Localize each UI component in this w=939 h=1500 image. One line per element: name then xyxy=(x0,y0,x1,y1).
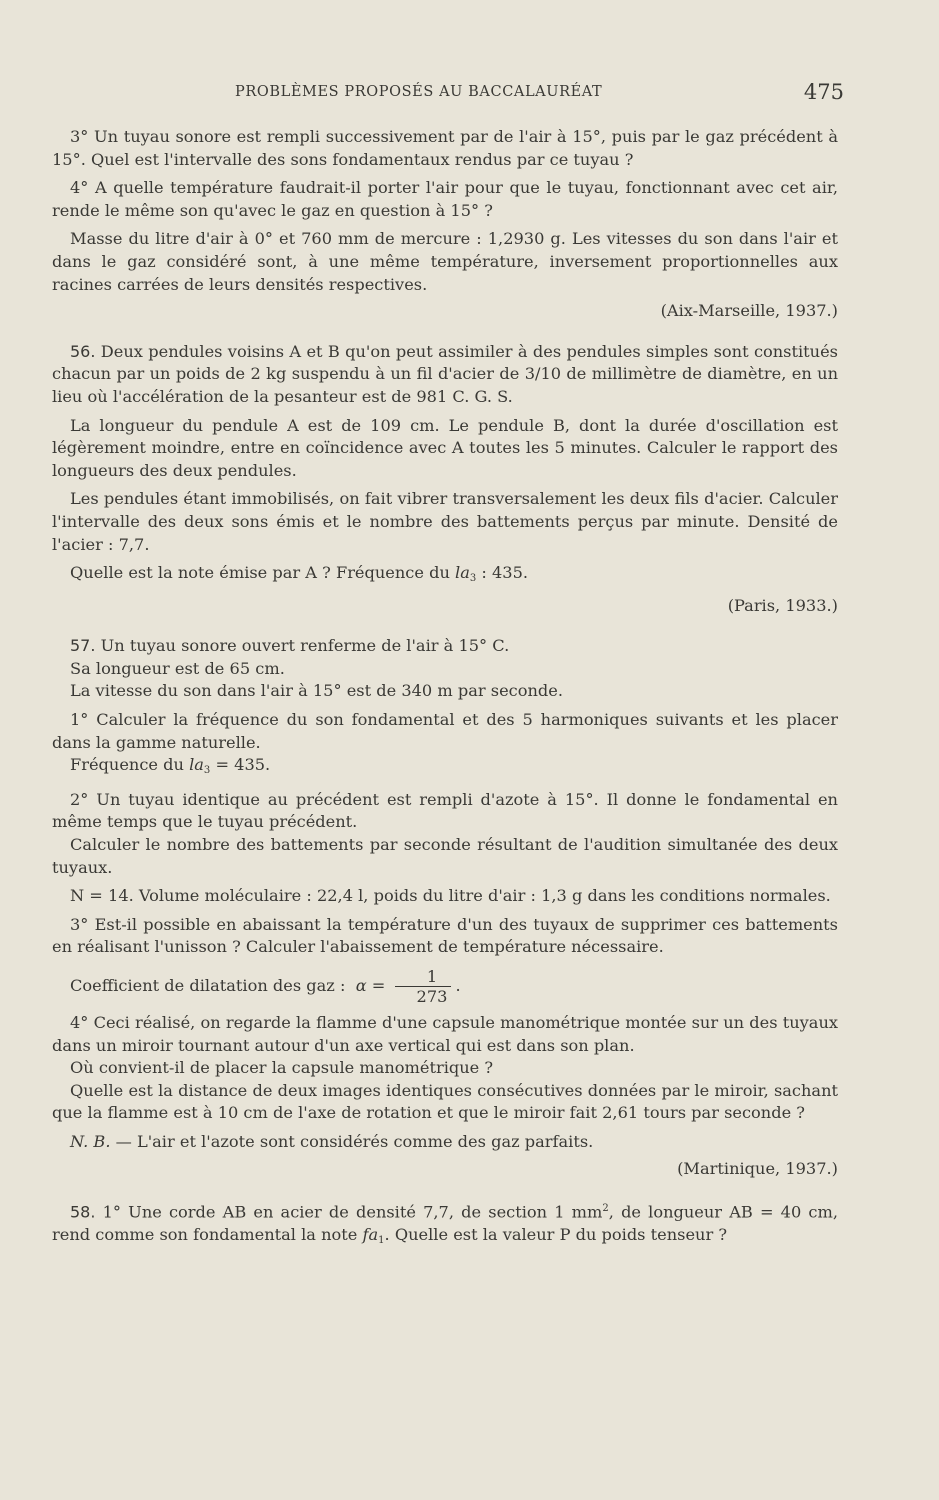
question-3-paragraph: 3° Un tuyau sonore est rempli successivement par de l'air à 15°, puis par le gaz précédent à 15°. Quel est l'intervalle des sons fondamentaux rendus par ce tuyau ? xyxy=(52,127,838,169)
question-4-paragraph: 4° A quelle température faudrait-il porter l'air pour que le tuyau, fonctionnant avec cet air, rende le même son qu'avec le gaz en question à 15° ? xyxy=(52,178,838,220)
problem-57-text-3: La vitesse du son dans l'air à 15° est de 340 m par seconde. xyxy=(70,681,563,701)
note-la: la xyxy=(189,755,204,775)
problem-57-text-8: N = 14. Volume moléculaire : 22,4 l, poids du litre d'air : 1,3 g dans les conditions normales. xyxy=(70,886,831,906)
problem-57-text-2: Sa longueur est de 65 cm. xyxy=(70,658,285,678)
problem-57-text-7: Calculer le nombre des battements par seconde résultant de l'audition simultanée des deux tuyaux. xyxy=(52,835,838,877)
problem-56-text-1: Deux pendules voisins A et B qu'on peut assimiler à des pendules simples sont constitués chacun par un poids de 2 kg suspendu à un fil d'acier de 3/10 de millimètre de diamètre, en un lieu où l'accélération de la pesanteur est de 981 C. G. S. xyxy=(52,341,838,406)
problem-58: 58. 1° Une corde AB en acier de densité 7,7, de section 1 $mm^2$, de longueur AB = 40 cm, rend comme son fondamental la note $fa_1$. Quelle est la valeur P du poids tenseur ? xyxy=(52,1202,838,1247)
problem-57-text-11: Où convient-il de placer la capsule manométrique ? xyxy=(70,1058,494,1078)
problem-57-text-10: 4° Ceci réalisé, on regarde la flamme d'une capsule manométrique montée sur un des tuyaux dans un miroir tournant autour d'un axe vertical qui est dans son plan. xyxy=(52,1013,838,1055)
problem-56-text-3: Les pendules étant immobilisés, on fait vibrer transversalement les deux fils d'acier. Calculer l'intervalle des deux sons émis et le nombre des battements perçus par minute. Densité de l'acier : 7,7. xyxy=(52,489,838,554)
source-paris: (Paris, 1933.) xyxy=(727,595,838,615)
problem-57-text-6: 2° Un tuyau identique au précédent est rempli d'azote à 15°. Il donne le fondamental en même temps que le tuyau précédent. xyxy=(52,789,838,832)
problem-56-text-4: Quelle est la note émise par A ? Fréquence du $la_3$ : 435. xyxy=(70,563,529,585)
problem-57-text-5: Fréquence du $la_3 = 435$. xyxy=(70,755,271,777)
fraction: $\frac{1}{273}$ xyxy=(395,967,452,1006)
source-aix-marseille: (Aix-Marseille, 1937.) xyxy=(660,301,838,321)
running-title: PROBLÈMES PROPOSÉS AU BACCALAURÉAT xyxy=(235,84,603,100)
problem-57-text-12: Quelle est la distance de deux images identiques consécutives données par le miroir, sachant que la flamme est à 10 cm de l'axe de rotation et que le miroir fait 2,61 tours par seconde ? xyxy=(52,1080,838,1123)
problem-56-number: 56. xyxy=(70,341,96,361)
problem-56-text-2: La longueur du pendule A est de 109 cm. Le pendule B, dont la durée d'oscillation est légèrement moindre, entre en coïncidence avec A toutes les 5 minutes. Calculer le rapport des longueurs des deux pendules. xyxy=(52,415,838,480)
note-la: la xyxy=(455,563,470,583)
nota-bene: N. B. — L'air et l'azote sont considérés comme des gaz parfaits. xyxy=(70,1131,594,1151)
problem-57-text-9: 3° Est-il possible en abaissant la température d'un des tuyaux de supprimer ces battements en réalisant l'unisson ? Calculer l'abaissement de température nécessaire. xyxy=(52,914,838,957)
coefficient-formula: Coefficient de dilatation des gaz : α = $\frac{1}{273}$ . xyxy=(70,967,461,1006)
problem-56 xyxy=(52,341,838,618)
note-fa: fa xyxy=(362,1225,379,1245)
problem-57 xyxy=(52,635,838,1180)
page-body xyxy=(52,126,838,1253)
page-header xyxy=(0,80,939,106)
page-number: 475 xyxy=(803,80,844,104)
source-martinique: (Martinique, 1937.) xyxy=(677,1158,838,1178)
problem-57-number: 57. xyxy=(70,636,96,656)
problem-57-text-1: Un tuyau sonore ouvert renferme de l'air à 15° C. xyxy=(100,636,510,656)
data-paragraph: Masse du litre d'air à 0° et 760 mm de mercure : 1,2930 g. Les vitesses du son dans l'air et dans le gaz considéré sont, à une même température, inversement proportionnelles aux racines carrées de leurs densités respectives. xyxy=(52,229,838,294)
problem-58-number: 58. xyxy=(70,1202,96,1222)
problem-57-text-4: 1° Calculer la fréquence du son fondamental et des 5 harmoniques suivants et les placer dans la gamme naturelle. xyxy=(52,710,838,752)
